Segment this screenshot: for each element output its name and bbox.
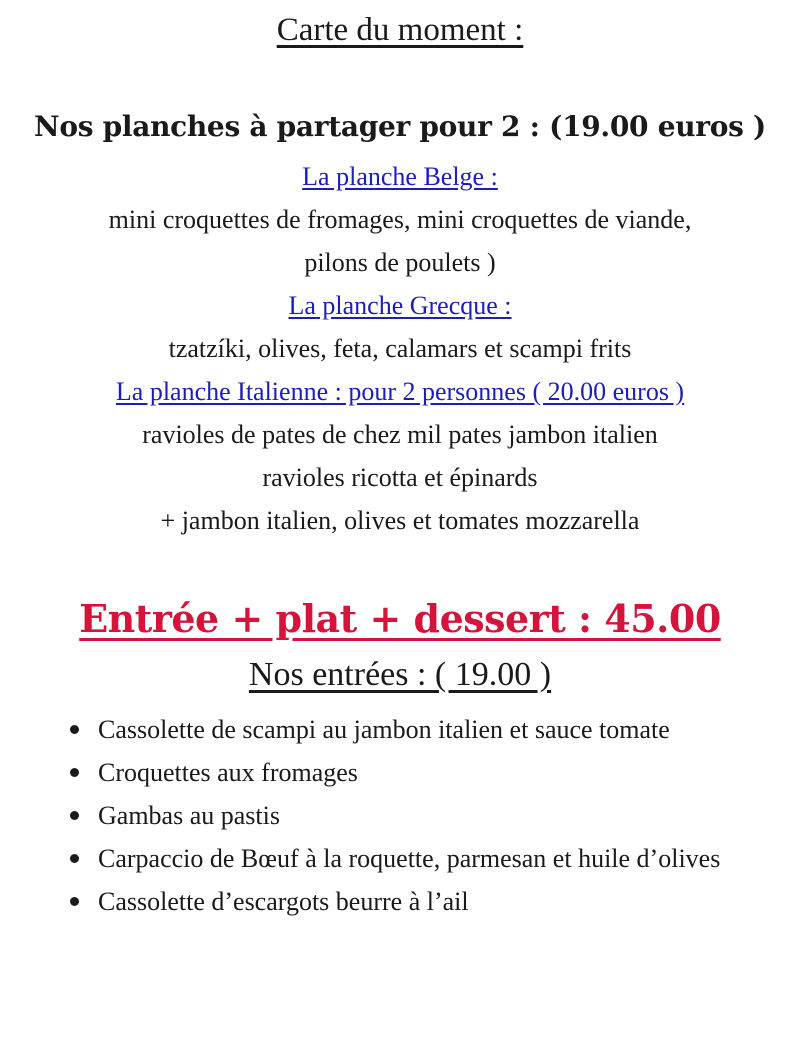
planche-italienne-desc-2: ravioles ricotta et épinards: [262, 463, 538, 492]
planche-belge-line: [0, 161, 800, 193]
planche-italienne-desc-1: ravioles de pates de chez mil pates jambon italien: [142, 420, 658, 449]
planche-belge-desc-2: pilons de poulets ): [304, 248, 496, 277]
planches-heading: Nos planches à partager pour 2 : (19.00 euros ): [34, 110, 766, 143]
list-item-label: Cassolette d’escargots beurre à l’ail: [98, 887, 469, 916]
bullet-icon: [70, 811, 79, 820]
list-item-label: Cassolette de scampi au jambon italien et sauce tomate: [98, 715, 670, 744]
list-item: [68, 794, 768, 837]
list-item: [68, 751, 768, 794]
planche-belge-link[interactable]: La planche Belge :: [302, 162, 498, 191]
entrees-list: [68, 708, 768, 923]
entrees-heading: Nos entrées : ( 19.00 ): [248, 656, 552, 693]
bullet-icon: [70, 897, 79, 906]
bullet-icon: [70, 725, 79, 734]
list-item-label: Croquettes aux fromages: [98, 758, 358, 787]
page-title: Carte du moment :: [276, 12, 524, 48]
list-item: [68, 880, 768, 923]
planche-italienne-desc-3: + jambon italien, olives et tomates mozzarella: [160, 506, 640, 535]
bullet-icon: [70, 768, 79, 777]
planche-italienne-line: [0, 376, 800, 408]
list-item: [68, 837, 768, 880]
planche-italienne-link[interactable]: La planche Italienne : pour 2 personnes ( 20.00 euros ): [115, 377, 685, 406]
list-item: [68, 708, 768, 751]
menu-formula-price: Entrée + plat + dessert : 45.00: [79, 596, 721, 641]
planche-grecque-line: [0, 290, 800, 322]
planche-grecque-link[interactable]: La planche Grecque :: [288, 291, 512, 320]
planche-belge-desc-1: mini croquettes de fromages, mini croquettes de viande,: [108, 205, 692, 234]
planche-grecque-desc: tzatzíki, olives, feta, calamars et scampi frits: [168, 334, 632, 363]
list-item-label: Carpaccio de Bœuf à la roquette, parmesan et huile d’olives: [98, 844, 721, 873]
list-item-label: Gambas au pastis: [98, 801, 280, 830]
bullet-icon: [70, 854, 79, 863]
